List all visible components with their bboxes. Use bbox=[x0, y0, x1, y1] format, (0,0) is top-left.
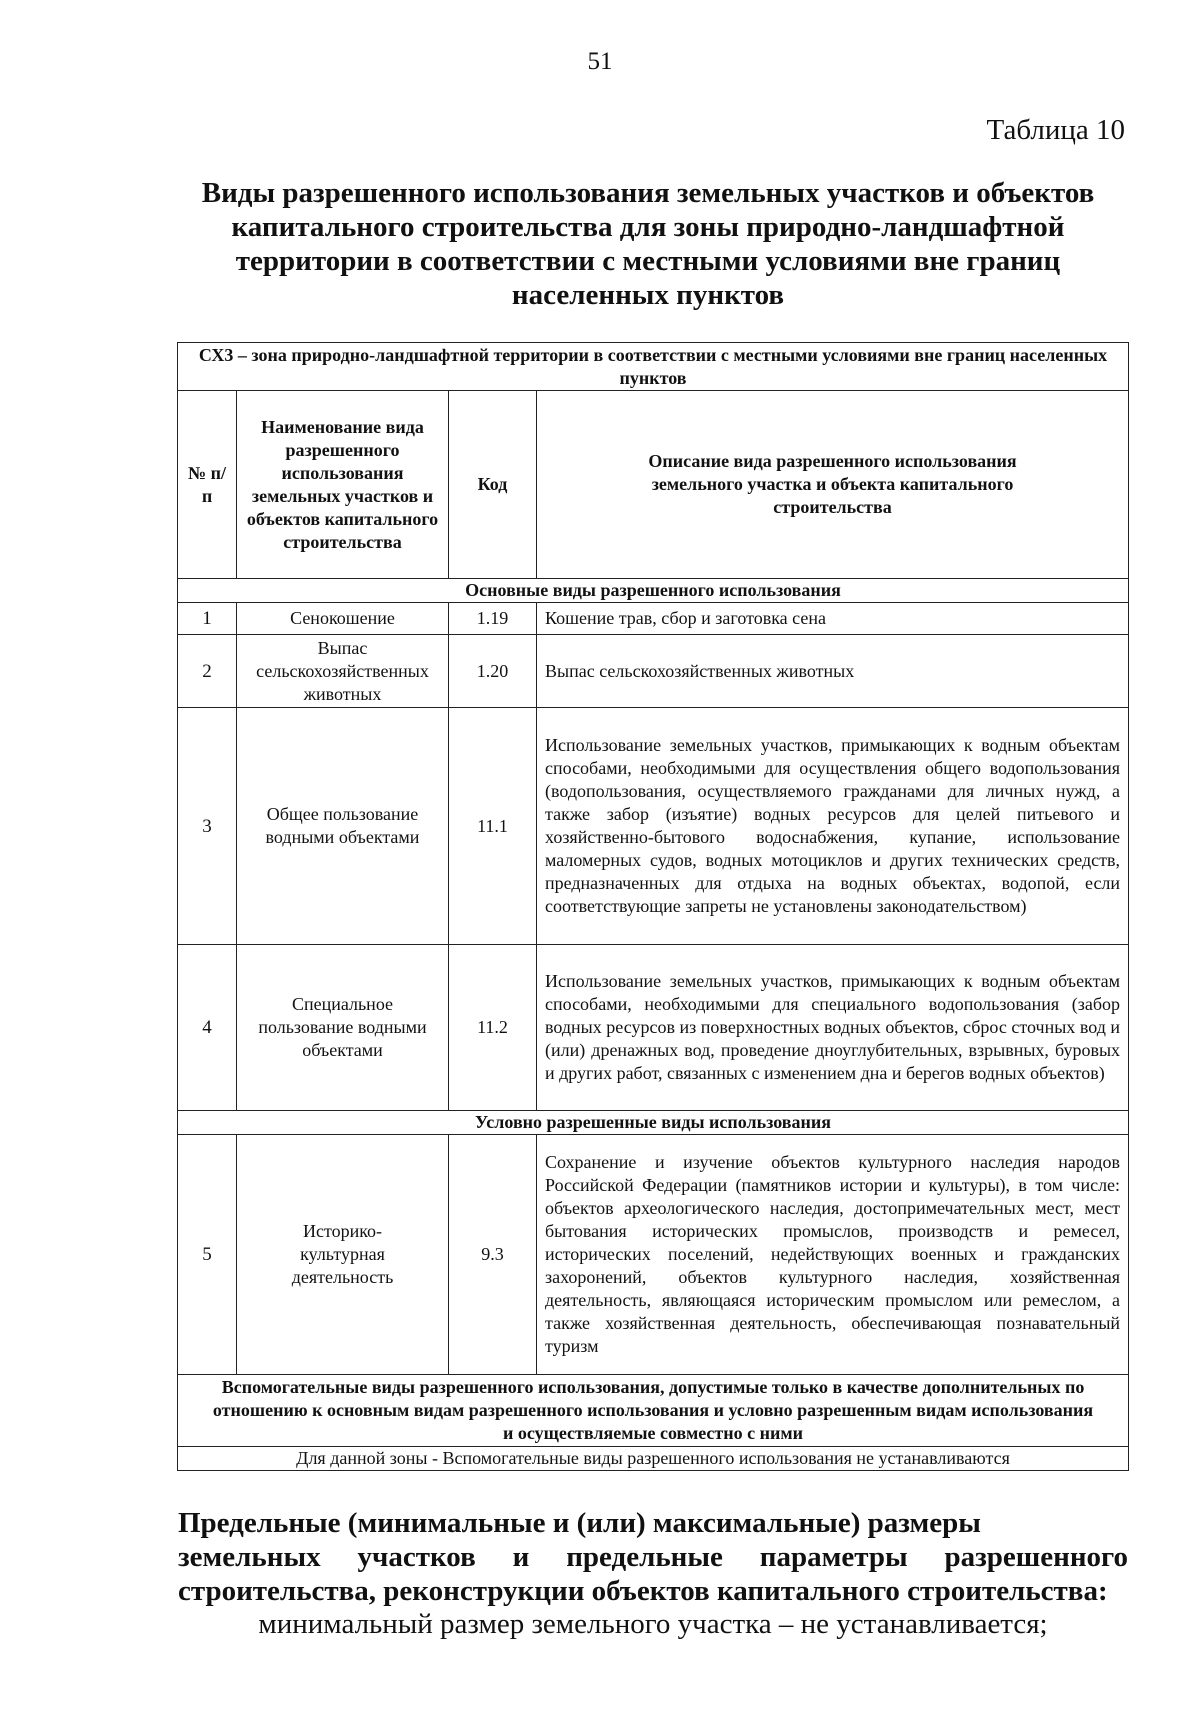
row-number: 2 bbox=[178, 635, 237, 708]
row-code: 11.2 bbox=[449, 945, 537, 1111]
row-use-name: Выпас сельскохозяйственных животных bbox=[237, 635, 449, 708]
row-description: Кошение трав, сбор и заготовка сена bbox=[537, 603, 1129, 635]
table-row bbox=[178, 945, 1129, 1111]
row-code: 9.3 bbox=[449, 1135, 537, 1375]
document-title: Виды разрешенного использования земельных участков и объектов капитального строительства для зоны природно-ландшафтной территории в соответствии с местными условиями вне границ населенных пунктов bbox=[201, 177, 1095, 311]
row-use-name: Специальное пользование водными объектами bbox=[237, 945, 449, 1111]
row-description: Использование земельных участков, примыкающих к водным объектам способами, необходимыми для специального водопользования (забор водных ресурсов из поверхностных водных объектов, сброс сточных вод и (или) дренажных вод, проведение дноуглубительных, взрывных, буровых и других работ, связанных с изменением дна и берегов водных объектов) bbox=[537, 945, 1129, 1111]
auxiliary-note-prefix: Для данной зоны - bbox=[296, 1448, 443, 1468]
land-use-table bbox=[177, 342, 1129, 1471]
column-header-number: № п/п bbox=[178, 391, 237, 579]
auxiliary-note bbox=[178, 1447, 1129, 1471]
row-use-name: Историко-культурная деятельность bbox=[237, 1135, 449, 1375]
table-row bbox=[178, 603, 1129, 635]
row-code: 11.1 bbox=[449, 708, 537, 945]
auxiliary-note-text: Вспомогательные виды разрешенного использования не устанавливаются bbox=[442, 1448, 1010, 1468]
table-row bbox=[178, 708, 1129, 945]
table-label: Таблица 10 bbox=[986, 114, 1125, 146]
row-use-name: Сенокошение bbox=[237, 603, 449, 635]
table-row bbox=[178, 1135, 1129, 1375]
limits-heading-line-3: строительства, реконструкции объектов капитального строительства: bbox=[178, 1575, 1108, 1607]
limits-heading-line-2: земельных участков и предельные параметры разрешенного bbox=[178, 1541, 1128, 1573]
table-row bbox=[178, 635, 1129, 708]
row-number: 5 bbox=[178, 1135, 237, 1375]
column-header-description: Описание вида разрешенного использования земельного участка и объекта капитального строительства bbox=[537, 391, 1129, 579]
limits-text: минимальный размер земельного участка – не устанавливается; bbox=[258, 1608, 1048, 1640]
row-description: Использование земельных участков, примыкающих к водным объектам способами, необходимыми для осуществления общего водопользования (водопользования, осуществляемого гражданами для личных нужд, а также забор (изъятие) водных ресурсов для целей питьевого и хозяйственно-бытового водоснабжения, купание, использование маломерных судов, водных мотоциклов и других технических средств, предназначенных для отдыха на водных объектах, водопой, если соответствующие запреты не установлены законодательством) bbox=[537, 708, 1129, 945]
row-description: Сохранение и изучение объектов культурного наследия народов Российской Федерации (памятников истории и культуры), в том числе: объектов археологического наследия, достопримечательных мест, мест бытования исторических промыслов, производств и ремесел, исторических поселений, недействующих военных и гражданских захоронений, объектов культурного наследия, хозяйственная деятельность, являющаяся историческим промыслом или ремеслом, а также хозяйственная деятельность, обеспечивающая познавательный туризм bbox=[537, 1135, 1129, 1375]
row-description: Выпас сельскохозяйственных животных bbox=[537, 635, 1129, 708]
row-code: 1.20 bbox=[449, 635, 537, 708]
zone-header: СХ3 – зона природно-ландшафтной территории в соответствии с местными условиями вне границ населенных пунктов bbox=[178, 343, 1129, 391]
limits-heading-line-1: Предельные (минимальные и (или) максимальные) размеры bbox=[178, 1507, 981, 1539]
row-number: 1 bbox=[178, 603, 237, 635]
page-number: 51 bbox=[587, 48, 613, 75]
row-use-name: Общее пользование водными объектами bbox=[237, 708, 449, 945]
row-number: 3 bbox=[178, 708, 237, 945]
section-auxiliary-uses: Вспомогательные виды разрешенного использования, допустимые только в качестве дополнительных по отношению к основным видам разрешенного использования и условно разрешенным видам использования и осуществляемые совместно с ними bbox=[178, 1375, 1129, 1447]
section-conditional-uses: Условно разрешенные виды использования bbox=[178, 1111, 1129, 1135]
row-code: 1.19 bbox=[449, 603, 537, 635]
column-header-code: Код bbox=[449, 391, 537, 579]
row-number: 4 bbox=[178, 945, 237, 1111]
limits-heading bbox=[178, 1506, 1128, 1608]
column-header-name: Наименование вида разрешенного использования земельных участков и объектов капитального строительства bbox=[237, 391, 449, 579]
section-main-uses: Основные виды разрешенного использования bbox=[178, 579, 1129, 603]
